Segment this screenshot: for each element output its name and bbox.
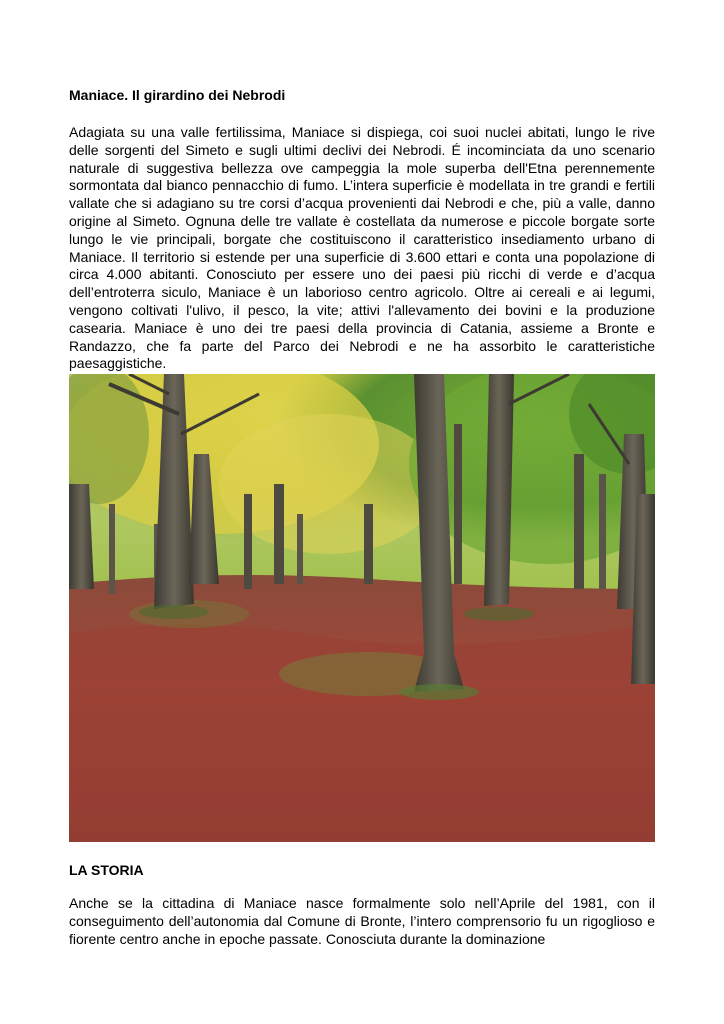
intro-paragraph: Adagiata su una valle fertilissima, Maniace si dispiega, coi suoi nuclei abitati, lungo le rive delle sorgenti del Simeto e sugli ultimi declivi dei Nebrodi. É incominciata da uno scenario naturale di suggestiva bellezza ove campeggia la mole superba dell'Etna perennemente sormontata dal bianco pennacchio di fumo. L’intera superficie è modellata in tre grandi e fertili vallate che si adagiano su tre corsi d’acqua provenienti dai Nebrodi e che, più a valle, danno origine al Simeto. Ognuna delle tre vallate è costellata da numerose e piccole borgate sorte lungo le vie principali, borgate che costituiscono il caratteristico insediamento urbano di Maniace. Il territorio si estende per una superficie di 3.600 ettari e conta una popolazione di circa 4.000 abitanti. Conosciuto per essere uno dei paesi più ricchi di verde e d’acqua dell’entroterra siculo, Maniace è un laborioso centro agricolo. Oltre ai cereali e ai legumi, vengono coltivati l'ulivo, il pesco, la vite; attivi l'allevamento dei bovini e la produzione casearia. Maniace è uno dei tre paesi della provincia di Catania, assieme a Bronte e Randazzo, che fa parte del Parco dei Nebrodi e ne ha assorbito le caratteristiche paesaggistiche.	[69, 124, 655, 372]
history-paragraph: Anche se la cittadina di Maniace nasce formalmente solo nell’Aprile del 1981, con il conseguimento dell’autonomia dal Comune di Bronte, l’intero comprensorio fu un rigoglioso e fiorente centro anche in epoche passate. Conosciuta durante la dominazione	[69, 895, 655, 947]
section-heading: LA STORIA	[69, 862, 144, 878]
document-title: Maniace. Il girardino dei Nebrodi	[69, 87, 286, 103]
forest-photo	[69, 374, 655, 842]
